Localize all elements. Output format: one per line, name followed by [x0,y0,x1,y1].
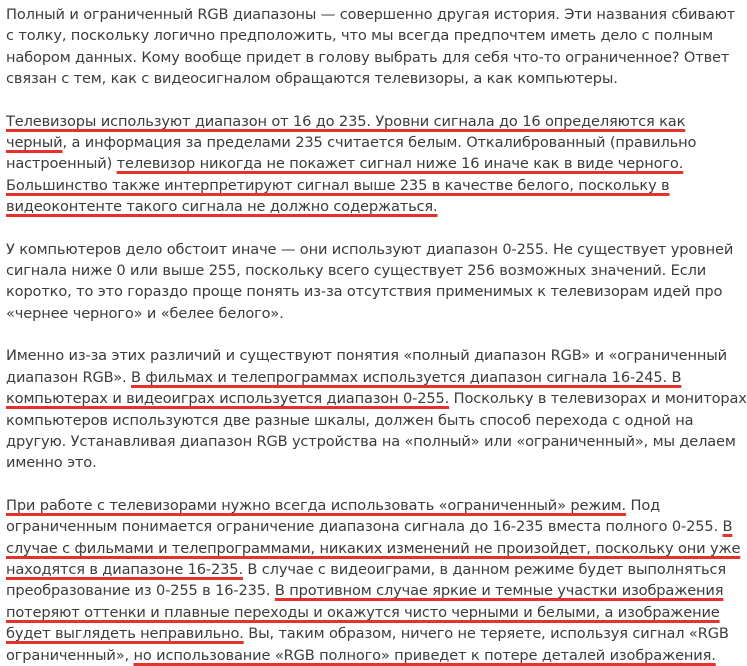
text-line [6,602,720,623]
text-line [6,25,714,46]
plain-text: именно это. [6,454,97,472]
plain-text: другую. Устанавливая диапазон RGB устройства на «полный» или «ограниченный», мы делаем [6,432,736,450]
text-line [6,580,724,601]
text-line [6,516,733,537]
red-underlined-text: черный [6,134,63,152]
text-line [6,645,716,666]
red-underlined-text: но использование «RGB полного» приведет к потере деталей изображения. [133,646,716,664]
plain-text: сигнала ниже 0 или выше 255, поскольку всего существует 256 возможных значений. Если [6,262,707,280]
plain-text: преобразование из 0-255 в 16-235. [6,582,275,600]
plain-text: настроенный) [6,155,117,173]
plain-text: «чернее черного» и «белее белого». [6,304,284,322]
plain-text: , а информация за пределами 235 считается белым. Откалиброванный (правильно [62,134,697,152]
red-underlined-text: потеряют оттенки и плавные переходы и окажутся чисто черными и белыми, а изображение [6,603,720,621]
red-underlined-text: В [722,518,733,536]
text-line [6,452,686,473]
article-body [6,4,747,666]
red-underlined-text: будет выглядеть неправильно. [6,625,244,643]
text-line [6,538,741,559]
text-line [6,175,686,196]
plain-text: Полный и ограниченный RGB диапазоны — совершенно другая история. Эти названия сбивают [6,6,736,23]
red-underlined-text: Большинство также интерпретируют сигнал выше 235 в качестве белого, поскольку в [6,176,670,194]
red-underlined-text: В противном случае яркие и темные участки изображения [274,582,724,600]
text-line [6,388,747,409]
article-paragraph [6,345,747,473]
text-line [6,239,734,260]
text-line [6,367,686,388]
red-underlined-text: компьютерах и видеоиграх используется диапазон 0-255. [6,390,450,408]
red-underlined-text: При работе с телевизорами нужно всегда использовать «ограниченный» режим. [6,496,627,514]
plain-text: с толку, поскольку логично предположить, что мы всегда предпочтем иметь дело с полным [6,27,714,45]
plain-text: Поскольку в телевизорах и мониторах [449,390,747,408]
plain-text: В случае с видеоиграми, в данном режиме будет выполняться [242,560,727,578]
red-underlined-text: телевизор никогда не покажет сигнал ниже 16 иначе как в виде черного. [116,155,684,173]
text-line [6,132,697,153]
red-underlined-text: Телевизоры используют диапазон от 16 до 235. Уровни сигнала до 16 определяются как [6,112,686,130]
plain-text: Под [626,496,661,514]
plain-text: набором данных. Кому вообще придет в голову выбрать для себя что-то ограниченное? Ответ [6,48,730,66]
text-line [6,410,694,431]
article-paragraph [6,4,736,90]
plain-text: компьютеров используются две разные шкалы, должен быть способ перехода с одной на [6,411,694,429]
text-line [6,345,727,366]
text-line [6,303,686,324]
text-line [6,111,686,132]
plain-text: диапазон RGB». [6,368,132,386]
text-line [6,281,723,302]
plain-text: ограниченный», [6,646,134,664]
red-underlined-text: находятся в диапазоне 16-235. [6,560,243,578]
text-line [6,623,729,644]
text-line [6,153,686,174]
text-line [6,196,686,217]
text-line [6,47,730,68]
text-line [6,260,707,281]
text-line [6,68,686,89]
red-underlined-text: В фильмах и телепрограммах используется диапазон сигнала 16-245. В [131,368,682,386]
article-paragraph [6,111,697,218]
plain-text: коротко, то это гораздо проще понять из-за отсутствия применимых к телевизорам идей про [6,283,723,301]
red-underlined-text: видеоконтенте такого сигнала не должно содержаться. [6,198,438,216]
plain-text: связан с тем, как с видеосигналом обращаются телевизоры, а как компьютеры. [6,70,618,88]
plain-text: Именно из-за этих различий и существуют понятия «полный диапазон RGB» и «ограниченный [6,347,727,365]
text-line [6,559,727,580]
red-underlined-text: случае с фильмами и телепрограммами, никаких изменений не произойдет, поскольку они уже [6,539,741,557]
plain-text: ограниченным понимается ограничение диапазона сигнала до 16-235 вместа полного 0-255. [6,518,723,536]
plain-text: Вы, таким образом, ничего не теряете, используя сигнал «RGB [243,625,729,643]
article-paragraph [6,239,734,325]
text-line [6,495,686,516]
article-paragraph [6,495,741,666]
text-line [6,4,736,25]
plain-text: У компьютеров дело обстоит иначе — они используют диапазон 0-255. Не существует уровней [6,240,734,258]
text-line [6,431,736,452]
